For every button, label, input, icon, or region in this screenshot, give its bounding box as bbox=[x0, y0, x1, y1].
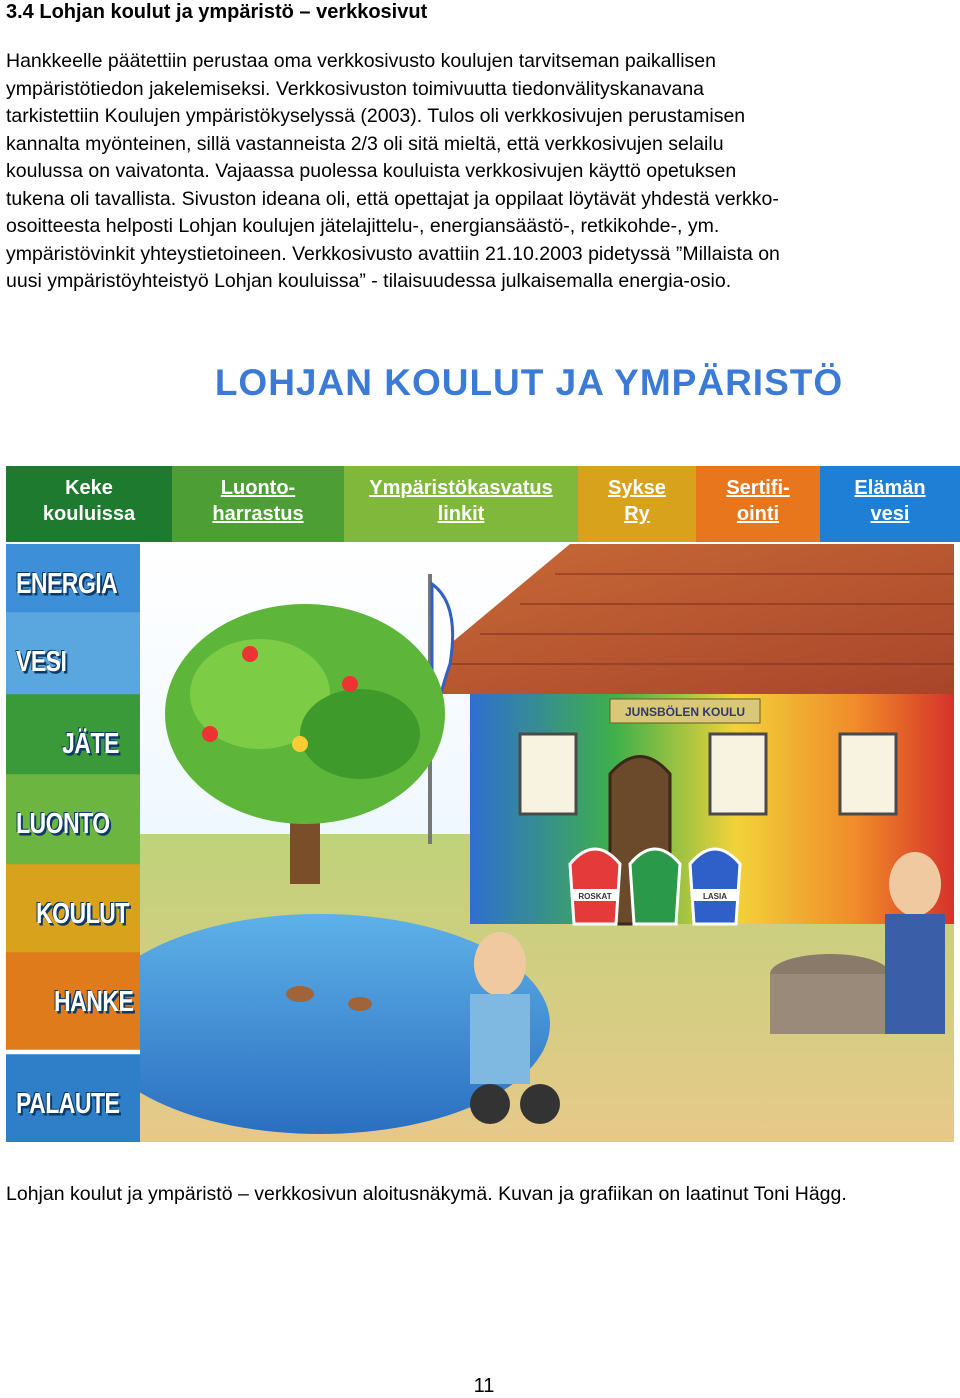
nav-sertifiointi[interactable] bbox=[696, 466, 820, 542]
side-menu bbox=[6, 544, 140, 1142]
nav-label-line: harrastus bbox=[212, 503, 304, 525]
nav-label-line: Ympäristökasvatus bbox=[369, 477, 553, 499]
nav-label-line: Sykse bbox=[608, 477, 666, 499]
side-menu-palaute[interactable]: PALAUTE bbox=[6, 1054, 140, 1142]
well bbox=[770, 954, 890, 1034]
nav-luontoharrastus[interactable] bbox=[172, 466, 344, 542]
paragraph-line: ympäristötiedon jakelemiseksi. Verkkosivuston toimivuutta tiedonvälityskanavana bbox=[6, 77, 705, 100]
nav-keke-kouluissa[interactable] bbox=[6, 466, 172, 542]
site-title: LOHJAN KOULUT JA YMPÄRISTÖ bbox=[214, 362, 844, 403]
body-paragraph bbox=[6, 48, 956, 296]
site-nav-bar bbox=[6, 466, 960, 542]
school-scene-illustration bbox=[140, 544, 954, 1142]
nav-label-line: vesi bbox=[870, 503, 910, 525]
side-menu-koulut[interactable]: KOULUT bbox=[6, 864, 140, 962]
nav-label-line: kouluissa bbox=[42, 503, 136, 525]
side-menu-jate[interactable]: JÄTE bbox=[6, 694, 140, 792]
paragraph-line: ympäristövinkit yhteystietoineen. Verkkosivusto avattiin 21.10.2003 pidetyssä ”Millaista on bbox=[6, 242, 780, 265]
section-heading: 3.4 Lohjan koulut ja ympäristö – verkkosivut bbox=[6, 1, 428, 23]
nav-label-line: Sertifi- bbox=[726, 477, 790, 499]
nav-label-line: Elämän bbox=[854, 477, 926, 499]
nav-label-line: linkit bbox=[437, 503, 485, 525]
nav-label-line: Ry bbox=[624, 503, 650, 525]
nav-label-line: ointi bbox=[736, 503, 780, 525]
school-sign: JUNSBÖLEN KOULU bbox=[624, 705, 746, 719]
paragraph-line: koulussa on vaivatonta. Vajaassa puolessa kouluista verkkosivujen käyttö opetuksen bbox=[6, 160, 737, 182]
nav-label-line: Luonto- bbox=[220, 477, 296, 499]
side-menu-hanke[interactable]: HANKE bbox=[6, 952, 140, 1050]
nav-ymparistokasvatus-linkit[interactable] bbox=[344, 466, 578, 542]
paragraph-line: tarkistettiin Koulujen ympäristökyselyssä (2003). Tulos oli verkkosivujen perustamisen bbox=[6, 105, 746, 127]
paragraph-line: Hankkeelle päätettiin perustaa oma verkkosivusto koulujen tarvitseman paikallisen bbox=[6, 50, 716, 72]
nav-elaman-vesi[interactable] bbox=[820, 466, 960, 542]
paragraph-line: kannalta myönteinen, sillä vastanneista 2/3 oli sitä mieltä, että verkkosivujen selailu bbox=[6, 132, 724, 155]
figure-caption: Lohjan koulut ja ympäristö – verkkosivun aloitusnäkymä. Kuvan ja grafiikan on laatinut Toni Hägg. bbox=[6, 1183, 847, 1205]
recycling-bins bbox=[570, 849, 740, 924]
side-menu-luonto[interactable]: LUONTO bbox=[6, 774, 140, 872]
nav-label-line: Keke bbox=[65, 477, 113, 499]
paragraph-line: osoitteesta helposti Lohjan koulujen jätelajittelu-, energiansäästö-, retkikohde-, ym. bbox=[6, 215, 720, 237]
site-hero-illustration bbox=[6, 544, 954, 1142]
paragraph-line: tukena oli tavallista. Sivuston ideana oli, että opettajat ja oppilaat löytävät yhdestä verkko- bbox=[6, 187, 779, 210]
bin-sign-roskat: ROSKAT bbox=[578, 892, 612, 901]
bin-sign-lasia: LASIA bbox=[703, 892, 727, 901]
side-menu-energia[interactable]: ENERGIA bbox=[6, 544, 140, 632]
page-number: 11 bbox=[473, 1375, 495, 1397]
side-menu-vesi[interactable]: VESI bbox=[6, 612, 140, 710]
nav-sykse-ry[interactable] bbox=[578, 466, 696, 542]
paragraph-line: uusi ympäristöyhteistyö Lohjan kouluissa” - tilaisuudessa julkaisemalla energia-osio. bbox=[6, 270, 732, 292]
